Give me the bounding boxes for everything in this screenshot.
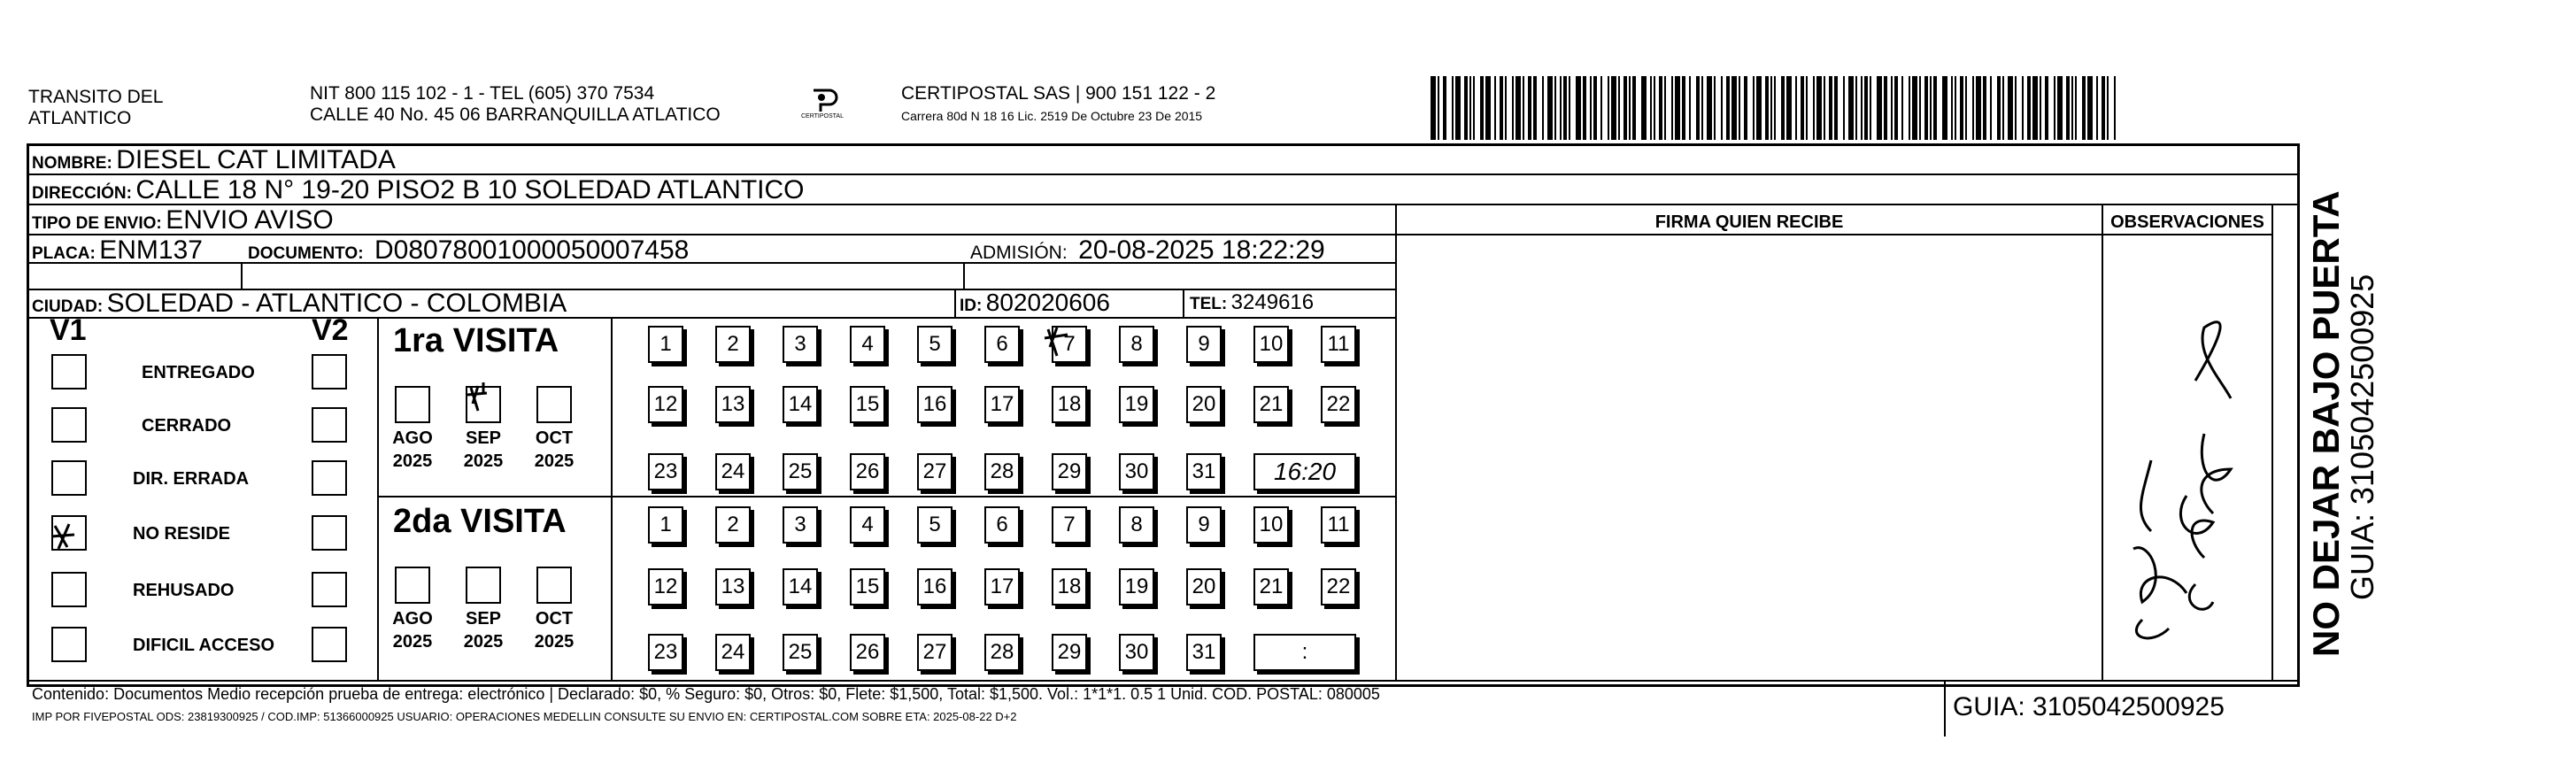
- tipo-value: ENVIO AVISO: [166, 205, 334, 235]
- admision-label: ADMISIÓN:: [970, 243, 1068, 263]
- day-box[interactable]: 9: [1186, 326, 1222, 363]
- day-box[interactable]: 15: [850, 386, 885, 423]
- day-box[interactable]: 22: [1321, 568, 1356, 605]
- carrier-line2: Carrera 80d N 18 16 Lic. 2519 De Octubre 23 De 2015: [901, 109, 1203, 123]
- day-box[interactable]: 14: [783, 386, 818, 423]
- day-box[interactable]: 1: [648, 326, 683, 363]
- ciudad-label: CIUDAD:: [32, 297, 104, 316]
- day-box[interactable]: 17: [984, 386, 1020, 423]
- nombre-label: NOMBRE:: [32, 154, 112, 173]
- day-box[interactable]: 11: [1321, 506, 1356, 544]
- day-box[interactable]: 25: [783, 453, 818, 490]
- tel-label: TEL:: [1190, 295, 1228, 313]
- day-box[interactable]: 12: [648, 568, 683, 605]
- carrier-line1: CERTIPOSTAL SAS | 900 151 122 - 2: [901, 83, 1216, 104]
- documento-label: DOCUMENTO:: [248, 244, 364, 263]
- status-label: ENTREGADO: [142, 363, 255, 382]
- day-box[interactable]: 16: [917, 568, 953, 605]
- day-box[interactable]: 5: [917, 326, 953, 363]
- day7-mark: [1045, 328, 1068, 356]
- day-box[interactable]: 19: [1119, 568, 1154, 605]
- day-box[interactable]: 21: [1253, 568, 1289, 605]
- day-box[interactable]: 19: [1119, 386, 1154, 423]
- day-box[interactable]: 7: [1052, 326, 1087, 363]
- v1-label: V1: [50, 313, 87, 347]
- day-box[interactable]: 17: [984, 568, 1020, 605]
- first-visit-title: 1ra VISITA: [393, 322, 559, 359]
- nombre-value: DIESEL CAT LIMITADA: [116, 145, 396, 174]
- day-box[interactable]: 7: [1052, 506, 1087, 544]
- day-box[interactable]: 2: [715, 506, 751, 544]
- day-box[interactable]: 20: [1186, 568, 1222, 605]
- footer-line2: IMP POR FIVEPOSTAL ODS: 23819300925 / COD.IMP: 51366000925 USUARIO: OPERACIONES MEDELLIN CONSULTE SU ENVIO EN: CERTIPOSTAL.COM SOBRE ETA: 2025-08-22 D+2: [32, 710, 1017, 723]
- day-box[interactable]: 27: [917, 634, 953, 671]
- org-line1: TRANSITO DEL: [28, 87, 164, 107]
- month-year: 2025: [534, 451, 575, 471]
- month-name: SEP: [465, 609, 502, 629]
- placa-label: PLACA:: [32, 244, 96, 263]
- day-box[interactable]: 8: [1119, 326, 1154, 363]
- day-box[interactable]: 16: [917, 386, 953, 423]
- day-box[interactable]: 29: [1052, 634, 1087, 671]
- day-box[interactable]: 28: [984, 453, 1020, 490]
- sep-mark: [467, 382, 487, 411]
- month-name: SEP: [465, 428, 502, 448]
- day-box[interactable]: 2: [715, 326, 751, 363]
- footer-guia: GUIA: 3105042500925: [1953, 692, 2225, 721]
- day-box[interactable]: 23: [648, 453, 683, 490]
- day-box[interactable]: 3: [783, 326, 818, 363]
- logo-caption: CERTIPOSTAL: [801, 113, 844, 120]
- day-box[interactable]: 14: [783, 568, 818, 605]
- day-box[interactable]: 4: [850, 326, 885, 363]
- day-box[interactable]: 25: [783, 634, 818, 671]
- v2-label: V2: [312, 313, 349, 347]
- day-box[interactable]: 13: [715, 568, 751, 605]
- month-name: AGO: [392, 428, 433, 448]
- firma-header: FIRMA QUIEN RECIBE: [1654, 212, 1844, 232]
- nit-line2: CALLE 40 No. 45 06 BARRANQUILLA ATLATICO: [310, 104, 721, 125]
- month-year: 2025: [463, 632, 504, 652]
- id-value: 802020606: [985, 289, 1110, 316]
- first-visit-time[interactable]: 16:20: [1253, 453, 1356, 490]
- month-name: OCT: [535, 428, 574, 448]
- observaciones-signature: [2180, 322, 2231, 610]
- day-box[interactable]: 10: [1253, 506, 1289, 544]
- day-box[interactable]: 30: [1119, 634, 1154, 671]
- no-reside-mark: [51, 524, 74, 549]
- day-box[interactable]: 26: [850, 634, 885, 671]
- receiver-signature: [2133, 460, 2187, 638]
- month-year: 2025: [392, 451, 433, 471]
- day-box[interactable]: 15: [850, 568, 885, 605]
- nit-line1: NIT 800 115 102 - 1 - TEL (605) 370 7534: [310, 83, 655, 104]
- day-box[interactable]: 10: [1253, 326, 1289, 363]
- admision-value: 20-08-2025 18:22:29: [1078, 235, 1325, 265]
- day-box[interactable]: 27: [917, 453, 953, 490]
- day-box[interactable]: 1: [648, 506, 683, 544]
- ciudad-value: SOLEDAD - ATLANTICO - COLOMBIA: [106, 289, 567, 318]
- footer-line1: Contenido: Documentos Medio recepción prueba de entrega: electrónico | Declarado: $0, % Seguro: $0, Otros: $0, Flete: $1,500, Total: $1,500. Vol.: 1*1*1. 0.5 1 Unid. COD. POSTAL: 080005: [32, 685, 1380, 703]
- day-box[interactable]: 20: [1186, 386, 1222, 423]
- day-box[interactable]: 28: [984, 634, 1020, 671]
- status-label: CERRADO: [142, 416, 232, 436]
- id-label: ID:: [960, 297, 983, 315]
- second-visit-title: 2da VISITA: [393, 503, 567, 540]
- status-label: DIFICIL ACCESO: [133, 636, 275, 655]
- day-box[interactable]: 18: [1052, 568, 1087, 605]
- day-box[interactable]: 31: [1186, 453, 1222, 490]
- direccion-label: DIRECCIÓN:: [32, 184, 132, 203]
- placa-value: ENM137: [99, 235, 203, 265]
- day-box[interactable]: 4: [850, 506, 885, 544]
- direccion-value: CALLE 18 N° 19-20 PISO2 B 10 SOLEDAD ATLANTICO: [135, 175, 805, 204]
- day-box[interactable]: 6: [984, 326, 1020, 363]
- month-name: AGO: [392, 609, 433, 629]
- org-line2: ATLANTICO: [28, 108, 132, 128]
- month-year: 2025: [463, 451, 504, 471]
- tipo-label: TIPO DE ENVIO:: [32, 214, 162, 233]
- day-box[interactable]: 3: [783, 506, 818, 544]
- day-box[interactable]: 24: [715, 453, 751, 490]
- day-box[interactable]: 11: [1321, 326, 1356, 363]
- day-box[interactable]: 31: [1186, 634, 1222, 671]
- month-name: OCT: [535, 609, 574, 629]
- day-box[interactable]: 26: [850, 453, 885, 490]
- day-box[interactable]: 8: [1119, 506, 1154, 544]
- day-box[interactable]: 21: [1253, 386, 1289, 423]
- month-year: 2025: [534, 632, 575, 652]
- status-label: REHUSADO: [133, 581, 235, 600]
- status-label: NO RESIDE: [133, 524, 231, 544]
- tel-value: 3249616: [1230, 290, 1315, 314]
- day-box[interactable]: 22: [1321, 386, 1356, 423]
- side-warning: NO DEJAR BAJO PUERTA: [2305, 190, 2347, 657]
- day-box[interactable]: 12: [648, 386, 683, 423]
- day-box[interactable]: 24: [715, 634, 751, 671]
- second-visit-time[interactable]: :: [1253, 634, 1356, 671]
- day-box[interactable]: 13: [715, 386, 751, 423]
- day-box[interactable]: 18: [1052, 386, 1087, 423]
- side-guia: GUIA: 3105042500925: [2344, 274, 2380, 600]
- observaciones-header: OBSERVACIONES: [2110, 212, 2264, 232]
- documento-value: D08078001000050007458: [374, 235, 690, 265]
- day-box[interactable]: 5: [917, 506, 953, 544]
- day-box[interactable]: 9: [1186, 506, 1222, 544]
- day-box[interactable]: 23: [648, 634, 683, 671]
- day-box[interactable]: 29: [1052, 453, 1087, 490]
- day-box[interactable]: 30: [1119, 453, 1154, 490]
- day-box[interactable]: 6: [984, 506, 1020, 544]
- month-year: 2025: [392, 632, 433, 652]
- status-label: DIR. ERRADA: [133, 469, 250, 489]
